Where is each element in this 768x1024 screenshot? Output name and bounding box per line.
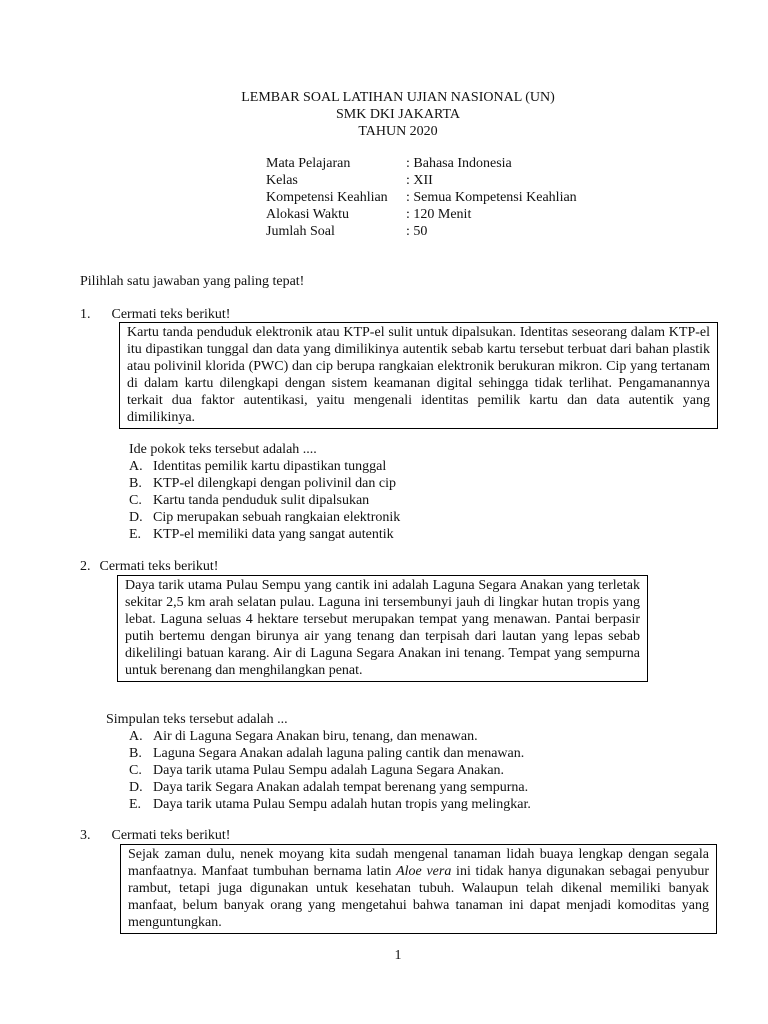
option-text: Air di Laguna Segara Anakan biru, tenang, dan menawan.	[153, 729, 478, 744]
option[interactable]	[129, 745, 531, 762]
header-school: SMK DKI JAKARTA	[335, 107, 461, 122]
option-text: Identitas pemilik kartu dipastikan tunggal	[153, 459, 387, 474]
option[interactable]	[129, 526, 400, 543]
option-text: Kartu tanda penduduk sulit dipalsukan	[153, 493, 370, 508]
question-2-text: Simpulan teks tersebut adalah ...	[106, 712, 288, 727]
info-value: : XII	[406, 173, 433, 188]
question-prompt: Cermati teks berikut!	[99, 559, 219, 574]
question-2-options	[129, 728, 531, 813]
info-label: Kompetensi Keahlian	[266, 190, 388, 205]
option-text: Daya tarik Segara Anakan adalah tempat berenang yang sempurna.	[153, 780, 529, 795]
question-1-text: Ide pokok teks tersebut adalah ....	[129, 442, 317, 457]
info-value: : Bahasa Indonesia	[406, 156, 512, 171]
option-text: Daya tarik utama Pulau Sempu adalah hutan tropis yang melingkar.	[153, 797, 531, 812]
option-text: Cip merupakan sebuah rangkaian elektronik	[153, 510, 401, 525]
question-1-heading	[80, 306, 230, 323]
question-2-passage	[117, 575, 648, 682]
question-prompt: Cermati teks berikut!	[111, 828, 231, 843]
info-label: Mata Pelajaran	[266, 156, 351, 171]
question-3-heading	[80, 827, 230, 844]
option[interactable]	[129, 492, 400, 509]
info-row	[266, 189, 577, 206]
instruction-text: Pilihlah satu jawaban yang paling tepat!	[80, 274, 305, 289]
info-label: Kelas	[266, 173, 298, 188]
option-letter: B.	[129, 746, 142, 761]
question-number: 1.	[80, 307, 91, 322]
option[interactable]	[129, 509, 400, 526]
option-text: KTP-el memiliki data yang sangat autentik	[153, 527, 394, 542]
info-row	[266, 206, 577, 223]
option-text: Daya tarik utama Pulau Sempu adalah Laguna Segara Anakan.	[153, 763, 505, 778]
option[interactable]	[129, 728, 531, 745]
passage-text: Daya tarik utama Pulau Sempu yang cantik ini adalah Laguna Segara Anakan yang terletak sekitar 2,5 km arah selatan pulau. Laguna ini tersembunyi jauh di lingkar hutan tropis yang lebat. Laguna seluas 4 hektare tersebut merupakan tempat yang menawan. Pantai berpasir putih bertemu dengan birunya air yang tenang dan terpisah dari lautan yang lepas sebab dikelilingi batuan karang. Air di Laguna Segara Anakan ini tenang. Tempat yang sempurna untuk berenang dan menghilangkan penat.	[125, 578, 640, 678]
option-letter: C.	[129, 763, 142, 778]
passage-text	[128, 846, 709, 931]
question-3-passage	[120, 844, 717, 934]
info-row	[266, 223, 577, 240]
option[interactable]	[129, 458, 400, 475]
option[interactable]	[129, 762, 531, 779]
option[interactable]	[129, 475, 400, 492]
option-letter: D.	[129, 780, 143, 795]
info-value: : Semua Kompetensi Keahlian	[406, 190, 577, 205]
option-letter: E.	[129, 797, 142, 812]
info-label: Jumlah Soal	[266, 224, 335, 239]
exam-info	[266, 155, 577, 240]
passage-text-start: Sejak zaman dulu, nenek moyang kita sudah mengenal tanaman lidah buaya lengkap dengan segala manfaatnya. Manfaat tumbuhan bernama latin	[128, 847, 709, 879]
option-letter: B.	[129, 476, 142, 491]
page-number: 1	[394, 948, 402, 963]
question-prompt: Cermati teks berikut!	[111, 307, 231, 322]
header-title: LEMBAR SOAL LATIHAN UJIAN NASIONAL (UN)	[241, 90, 555, 105]
info-value: : 50	[406, 224, 428, 239]
info-row	[266, 155, 577, 172]
option-text: KTP-el dilengkapi dengan polivinil dan cip	[153, 476, 397, 491]
question-2-heading	[80, 558, 218, 575]
passage-latin-name: Aloe vera	[396, 864, 452, 879]
question-number: 2.	[80, 559, 91, 574]
option[interactable]	[129, 779, 531, 796]
question-number: 3.	[80, 828, 91, 843]
document-header	[0, 89, 768, 140]
option-letter: E.	[129, 527, 142, 542]
info-row	[266, 172, 577, 189]
option-letter: A.	[129, 729, 143, 744]
info-label: Alokasi Waktu	[266, 207, 349, 222]
option-letter: D.	[129, 510, 143, 525]
question-1-options	[129, 458, 400, 543]
option-letter: C.	[129, 493, 142, 508]
header-year: TAHUN 2020	[358, 124, 438, 139]
passage-text: Kartu tanda penduduk elektronik atau KTP-el sulit untuk dipalsukan. Identitas seseorang dalam KTP-el itu dipastikan tunggal dan data yang dimilikinya autentik sebab kartu tersebut terbuat dari bahan plastik atau polivinil klorida (PWC) dan cip berupa rangkaian elektronik berukuran mikron. Cip yang tertanam di dalam kartu dilengkapi dengan sistem keamanan digital sehingga tidak terlihat. Pengamanannya terkait dua faktor autentikasi, yaitu mengenali identitas pemilik kartu dan data autentik yang dimilikinya.	[127, 325, 710, 425]
question-1-passage	[119, 322, 718, 429]
option-text: Laguna Segara Anakan adalah laguna paling cantik dan menawan.	[153, 746, 525, 761]
option-letter: A.	[129, 459, 143, 474]
info-value: : 120 Menit	[406, 207, 472, 222]
passage-text-end: ini tidak hanya digunakan sebagai penyubur rambut, tetapi juga digunakan untuk kesehatan tubuh. Walaupun telah dikenal memiliki banyak manfaat, belum banyak orang yang mengetahui bahwa tanaman ini dapat menjadi komoditas yang menguntungkan.	[128, 864, 710, 930]
option[interactable]	[129, 796, 531, 813]
